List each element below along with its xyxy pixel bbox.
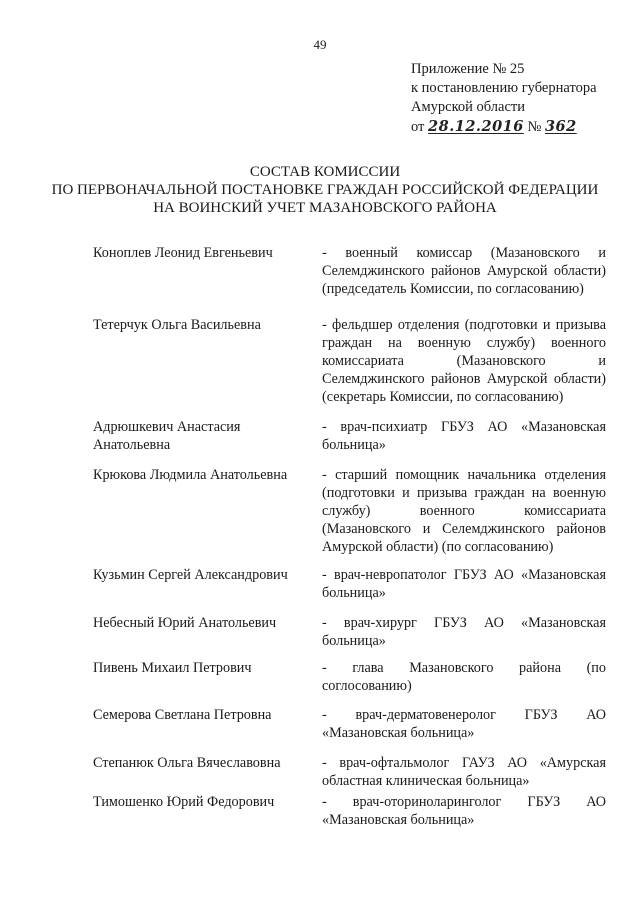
number-prefix: № — [527, 119, 542, 135]
member-name: Тетерчук Ольга Васильевна — [93, 317, 261, 333]
member-role: - врач-невропатолог ГБУЗ АО «Мазановская больница» — [322, 567, 606, 601]
document-title — [40, 163, 610, 217]
member-name: Адрюшкевич Анастасия Анатольевна — [93, 419, 241, 453]
member-name: Тимошенко Юрий Федорович — [93, 794, 275, 810]
member-name: Крюкова Людмила Анатольевна — [93, 467, 288, 483]
member-role: - глава Мазановского района (по соглосованию) — [322, 660, 606, 694]
member-name: Степанюк Ольга Вячеславовна — [93, 755, 281, 771]
handwritten-number: 362 — [544, 118, 577, 135]
member-role: - военный комиссар (Мазановского и Селемджинского районов Амурской области) (председатель Комиссии, по согласованию) — [322, 245, 606, 297]
handwritten-date: 28.12.2016 — [428, 118, 524, 135]
appendix-line-2: к постановлению губернатора — [411, 80, 597, 96]
member-name: Небесный Юрий Анатольевич — [93, 615, 277, 631]
member-role: - врач-офтальмолог ГАУЗ АО «Амурская областная клиническая больница» — [322, 755, 606, 789]
page-number: 49 — [313, 37, 327, 52]
title-line-1: СОСТАВ КОМИССИИ — [249, 164, 401, 180]
member-role: - врач-дерматовенеролог ГБУЗ АО «Мазановская больница» — [322, 707, 606, 741]
appendix-line-1: Приложение № 25 — [411, 61, 525, 77]
member-name: Семерова Светлана Петровна — [93, 707, 272, 723]
appendix-block — [411, 60, 631, 137]
member-role: - врач-оториноларинголог ГБУЗ АО «Мазановская больница» — [322, 794, 606, 828]
member-name: Кузьмин Сергей Александрович — [93, 567, 288, 583]
member-role: - старший помощник начальника отделения (подготовки и призыва граждан на военную службу) военного комиссариата (Мазановского и Селемджинского районов Амурской области) (по согласованию) — [322, 467, 606, 555]
title-line-2: ПО ПЕРВОНАЧАЛЬНОЙ ПОСТАНОВКЕ ГРАЖДАН РОССИЙСКОЙ ФЕДЕРАЦИИ — [51, 182, 599, 198]
member-role: - врач-психиатр ГБУЗ АО «Мазановская больница» — [322, 419, 606, 453]
member-name: Коноплев Леонид Евгеньевич — [93, 245, 273, 261]
appendix-line-3: Амурской области — [411, 99, 525, 115]
member-role: - врач-хирург ГБУЗ АО «Мазановская больница» — [322, 615, 606, 649]
member-name: Пивень Михаил Петрович — [93, 660, 252, 676]
title-line-3: НА ВОИНСКИЙ УЧЕТ МАЗАНОВСКОГО РАЙОНА — [153, 200, 497, 216]
date-prefix: от — [411, 119, 425, 135]
member-role: - фельдшер отделения (подготовки и призыва граждан на военную службу) военного комиссариата (Мазановского и Селемджинского районов Амурской области) (секретарь Комиссии, по согласованию) — [322, 317, 606, 405]
appendix-date-line — [411, 117, 631, 137]
